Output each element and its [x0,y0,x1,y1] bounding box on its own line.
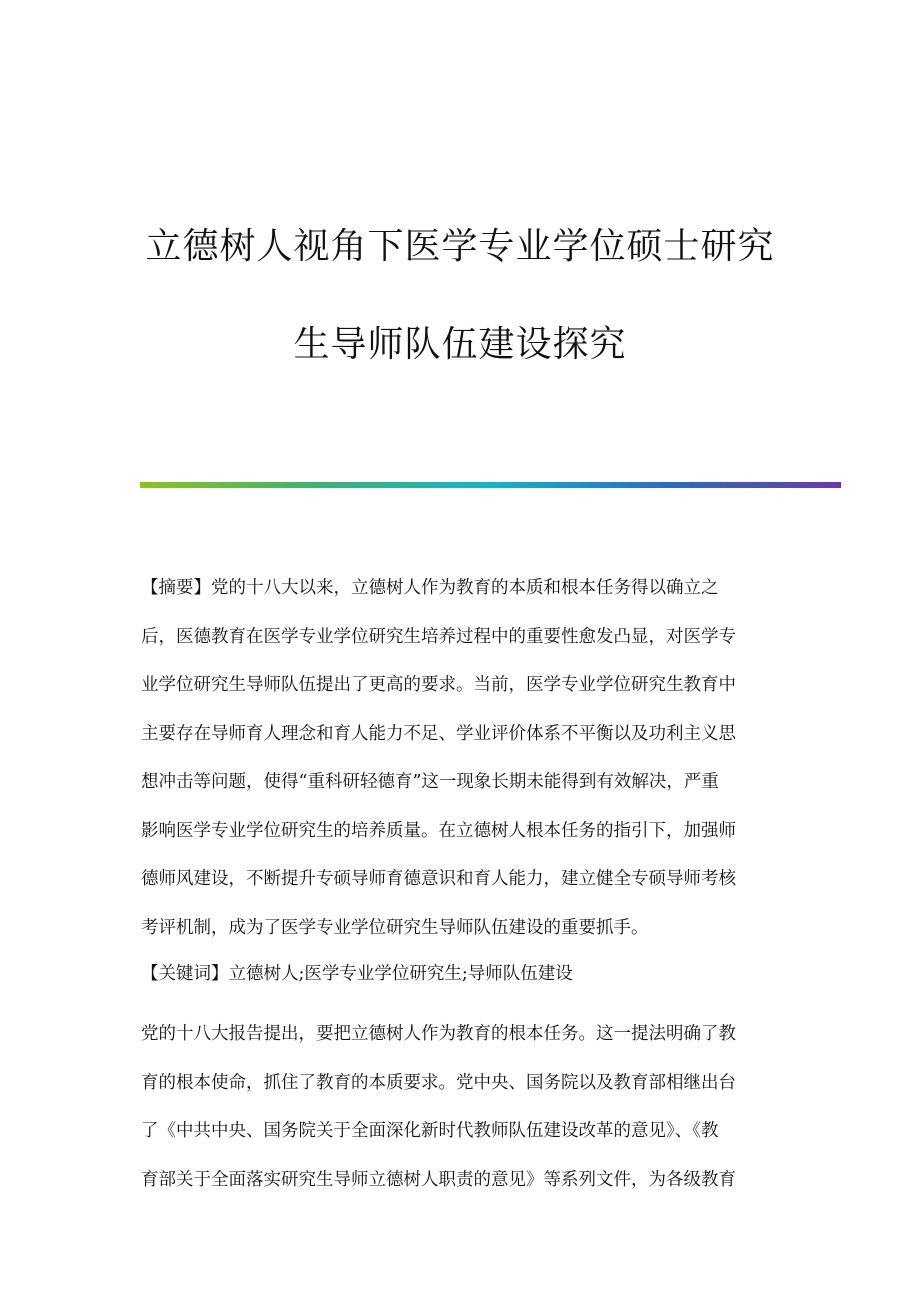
abstract-line: 考评机制，成为了医学专业学位研究生导师队伍建设的重要抓手。 [141,917,649,938]
body-line: 了《中共中央、国务院关于全面深化新时代教师队伍建设改革的意见》、《教 [141,1121,719,1141]
title-divider [140,482,841,488]
body-line: 育部关于全面落实研究生导师立德树人职责的意见》等系列文件，为各级教育 [141,1169,736,1190]
abstract-line: 想冲击等问题，使得“重科研轻德育”这一现象长期未能得到有效解决，严重 [141,772,719,792]
abstract-line: 德师风建设，不断提升专硕导师育德意识和育人能力，建立健全专硕导师考核 [141,869,736,889]
abstract-section [141,564,771,952]
abstract-line: 主要存在导师育人理念和育人能力不足、学业评价体系不平衡以及功利主义思 [141,723,736,744]
body-line: 党的十八大报告提出，要把立德树人作为教育的根本任务。这一提法明确了教 [141,1024,736,1044]
body-line: 育的根本使命，抓住了教育的本质要求。党中央、国务院以及教育部相继出台 [141,1072,736,1093]
abstract-line: 后，医德教育在医学专业学位研究生培养过程中的重要性愈发凸显，对医学专 [141,626,736,647]
keywords-line: 【关键词】立德树人;医学专业学位研究生;导师队伍建设 [141,964,573,984]
abstract-line: 影响医学专业学位研究生的培养质量。在立德树人根本任务的指引下，加强师 [141,820,736,841]
body-paragraph [141,1010,771,1204]
paper-title-line-2: 生导师队伍建设探究 [293,324,627,365]
abstract-line: 业学位研究生导师队伍提出了更高的要求。当前，医学专业学位研究生教育中 [141,675,736,695]
paper-title-line-1: 立德树人视角下医学专业学位硕士研究 [145,226,775,267]
abstract-line: 【摘要】党的十八大以来，立德树人作为教育的本质和根本任务得以确立之 [141,578,719,598]
